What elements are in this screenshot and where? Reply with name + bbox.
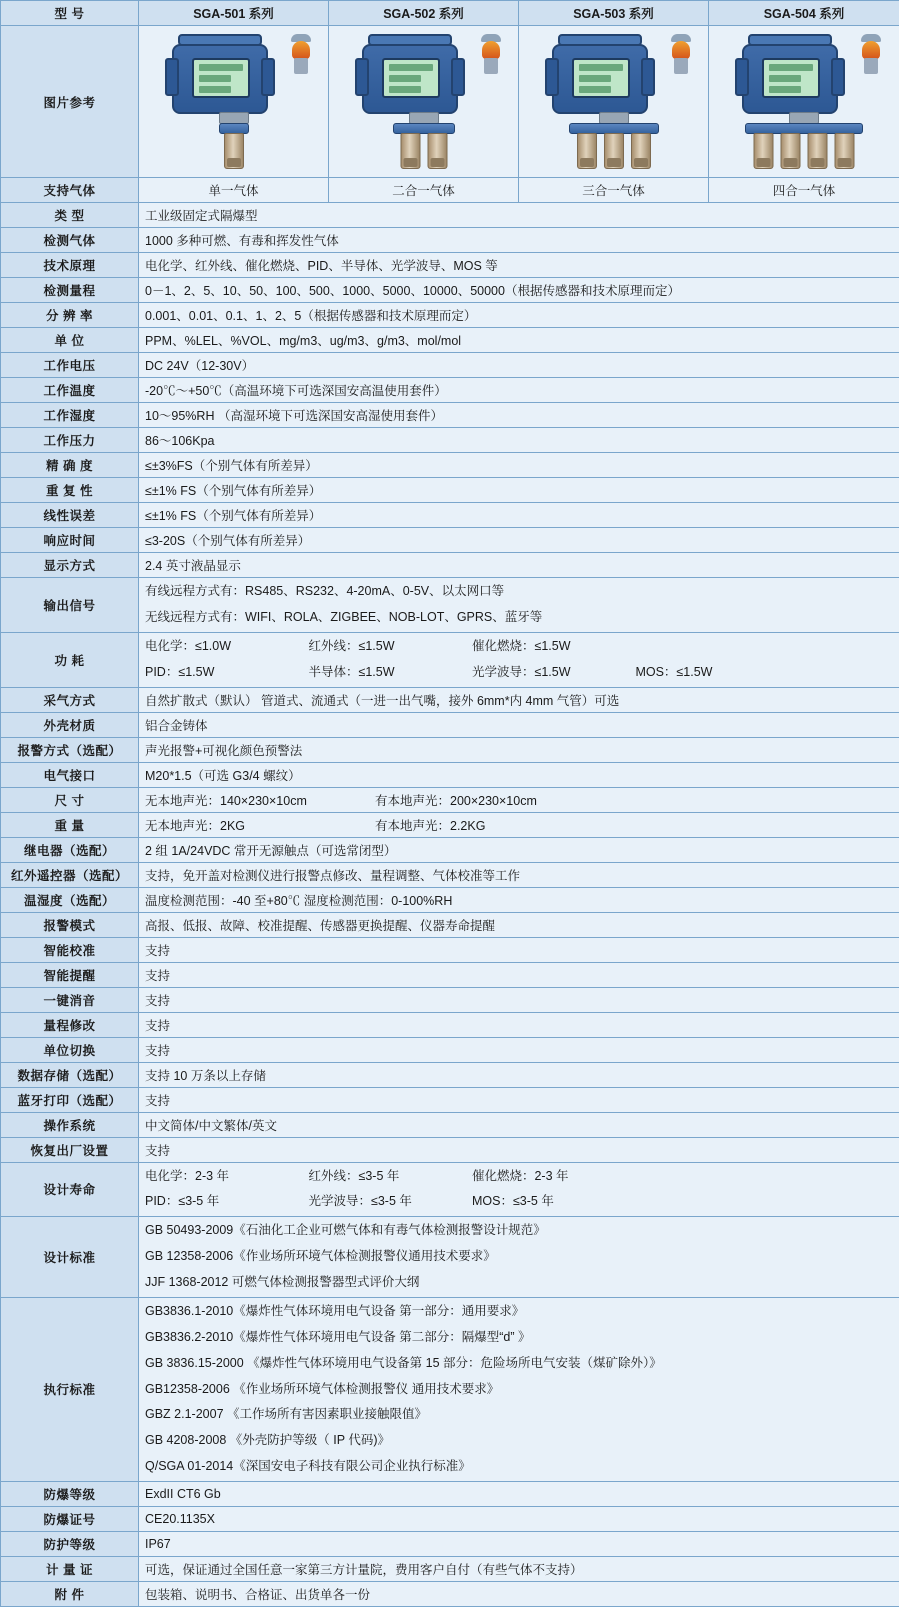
row-label: 精 确 度 (1, 453, 139, 478)
table-row-image (1, 26, 899, 178)
table-row (1, 912, 899, 937)
table-row (1, 1037, 899, 1062)
alarm-beacon-icon (480, 34, 502, 74)
table-row (1, 937, 899, 962)
power-item: PID：≤1.5W (145, 662, 305, 684)
product-image-4 (709, 26, 899, 178)
gas-detector-illustration (336, 30, 512, 174)
exec-standard-line: GB 3836.15-2000 《爆炸性气体环境用电气设备第 15 部分：危险场所电气安装（煤矿除外）》 (145, 1353, 893, 1375)
row-value: 支持 (139, 1012, 899, 1037)
row-value: 支持 (139, 1037, 899, 1062)
row-value: 电化学、红外线、催化燃烧、PID、半导体、光学波导、MOS 等 (139, 253, 899, 278)
row-label-image: 图片参考 (1, 26, 139, 178)
row-value: 声光报警+可视化颜色预警法 (139, 737, 899, 762)
table-row (1, 278, 899, 303)
table-row-output (1, 578, 899, 633)
exec-standard-line: GBZ 2.1-2007 《工作场所有害因素职业接触限值》 (145, 1404, 893, 1426)
table-row (1, 253, 899, 278)
table-row (1, 1482, 899, 1507)
power-item: 半导体：≤1.5W (308, 662, 468, 684)
table-row (1, 203, 899, 228)
row-label: 智能提醒 (1, 962, 139, 987)
gas-support-2: 二合一气体 (329, 178, 519, 203)
row-label: 操作系统 (1, 1112, 139, 1137)
table-row (1, 378, 899, 403)
table-row-power (1, 632, 899, 687)
row-label: 工作压力 (1, 428, 139, 453)
row-label-model: 型 号 (1, 1, 139, 26)
table-row (1, 353, 899, 378)
table-row-weight (1, 812, 899, 837)
row-value: -20℃～+50℃（高温环境下可选深国安高温使用套件） (139, 378, 899, 403)
lifespan-item: PID：≤3-5 年 (145, 1191, 305, 1213)
row-label: 报警方式（选配） (1, 737, 139, 762)
row-label: 防护等级 (1, 1532, 139, 1557)
row-label: 继电器（选配） (1, 837, 139, 862)
row-label: 显示方式 (1, 553, 139, 578)
row-value-design-standard (139, 1217, 899, 1298)
power-item: 光学波导：≤1.5W (472, 662, 632, 684)
row-value: 支持 (139, 1137, 899, 1162)
power-item: 电化学：≤1.0W (145, 636, 305, 658)
row-value: 工业级固定式隔爆型 (139, 203, 899, 228)
row-value: ≤±3%FS（个别气体有所差异） (139, 453, 899, 478)
row-label: 智能校准 (1, 937, 139, 962)
row-label: 工作温度 (1, 378, 139, 403)
row-label: 温湿度（选配） (1, 887, 139, 912)
row-value: 中文简体/中文繁体/英文 (139, 1112, 899, 1137)
model-header-3: SGA-503 系列 (519, 1, 709, 26)
row-label: 数据存储（选配） (1, 1062, 139, 1087)
table-row (1, 553, 899, 578)
table-row (1, 887, 899, 912)
row-value: 支持 (139, 1087, 899, 1112)
row-value: DC 24V（12-30V） (139, 353, 899, 378)
table-row (1, 712, 899, 737)
row-value-size (139, 787, 899, 812)
row-value: 10～95%RH （高湿环境下可选深国安高湿使用套件） (139, 403, 899, 428)
row-label: 红外遥控器（选配） (1, 862, 139, 887)
row-label: 防爆等级 (1, 1482, 139, 1507)
row-label-exec-standard: 执行标准 (1, 1297, 139, 1481)
gas-support-1: 单一气体 (139, 178, 329, 203)
row-label: 线性误差 (1, 503, 139, 528)
table-row (1, 328, 899, 353)
row-label-size: 尺 寸 (1, 787, 139, 812)
row-label: 工作电压 (1, 353, 139, 378)
row-label: 工作湿度 (1, 403, 139, 428)
table-row (1, 1012, 899, 1037)
alarm-beacon-icon (290, 34, 312, 74)
exec-standard-line: GB12358-2006 《作业场所环境气体检测报警仪 通用技术要求》 (145, 1379, 893, 1401)
row-label: 蓝牙打印（选配） (1, 1087, 139, 1112)
table-row-lifespan (1, 1162, 899, 1217)
table-row-gas-support (1, 178, 899, 203)
table-row (1, 478, 899, 503)
row-value: 温度检测范围：-40 至+80℃ 湿度检测范围：0-100%RH (139, 887, 899, 912)
product-image-2 (329, 26, 519, 178)
row-value: 支持，免开盖对检测仪进行报警点修改、量程调整、气体校准等工作 (139, 862, 899, 887)
table-row (1, 428, 899, 453)
row-label-output: 输出信号 (1, 578, 139, 633)
row-label: 单位切换 (1, 1037, 139, 1062)
table-row (1, 403, 899, 428)
lifespan-item: 电化学：2-3 年 (145, 1166, 305, 1188)
row-value: ExdII CT6 Gb (139, 1482, 899, 1507)
table-row (1, 687, 899, 712)
row-value: 1000 多种可燃、有毒和挥发性气体 (139, 228, 899, 253)
lifespan-item: 光学波导：≤3-5 年 (308, 1191, 468, 1213)
row-value: 0－1、2、5、10、50、100、500、1000、5000、10000、50000（根据传感器和技术原理而定） (139, 278, 899, 303)
row-value: CE20.1135X (139, 1507, 899, 1532)
model-header-2: SGA-502 系列 (329, 1, 519, 26)
row-label: 检测量程 (1, 278, 139, 303)
lifespan-item: MOS：≤3-5 年 (472, 1191, 632, 1213)
table-row-size (1, 787, 899, 812)
row-value: 支持 (139, 987, 899, 1012)
gas-detector-illustration (526, 30, 702, 174)
design-standard-line: JJF 1368-2012 可燃气体检测报警器型式评价大纲 (145, 1272, 893, 1294)
row-label: 响应时间 (1, 528, 139, 553)
table-row (1, 1557, 899, 1582)
table-row (1, 1137, 899, 1162)
row-value: 铝合金铸体 (139, 712, 899, 737)
row-value-exec-standard (139, 1297, 899, 1481)
table-row (1, 503, 899, 528)
row-value: ≤±1% FS（个别气体有所差异） (139, 478, 899, 503)
model-header-4: SGA-504 系列 (709, 1, 899, 26)
table-row (1, 528, 899, 553)
gas-detector-illustration (146, 30, 322, 174)
weight-item: 有本地声光：2.2KG (375, 816, 485, 834)
row-label: 外壳材质 (1, 712, 139, 737)
table-row-model (1, 1, 899, 26)
row-label-lifespan: 设计寿命 (1, 1162, 139, 1217)
row-value: ≤±1% FS（个别气体有所差异） (139, 503, 899, 528)
row-label: 恢复出厂设置 (1, 1137, 139, 1162)
exec-standard-line: Q/SGA 01-2014《深国安电子科技有限公司企业执行标准》 (145, 1456, 893, 1478)
output-line-wireless: 无线远程方式有：WIFI、ROLA、ZIGBEE、NOB-LOT、GPRS、蓝牙等 (145, 607, 893, 629)
gas-support-3: 三合一气体 (519, 178, 709, 203)
row-value-power (139, 632, 899, 687)
table-row (1, 862, 899, 887)
weight-item: 无本地声光：2KG (145, 816, 375, 834)
row-label: 计 量 证 (1, 1557, 139, 1582)
lifespan-item: 红外线：≤3-5 年 (308, 1166, 468, 1188)
exec-standard-line: GB3836.2-2010《爆炸性气体环境用电气设备 第二部分：隔爆型“d” 》 (145, 1327, 893, 1349)
row-value: 支持 (139, 962, 899, 987)
table-row (1, 453, 899, 478)
row-value: 2.4 英寸液晶显示 (139, 553, 899, 578)
row-label: 技术原理 (1, 253, 139, 278)
row-label: 分 辨 率 (1, 303, 139, 328)
table-row (1, 962, 899, 987)
table-row (1, 228, 899, 253)
table-row-exec-standard (1, 1297, 899, 1481)
row-value: 0.001、0.01、0.1、1、2、5（根据传感器和技术原理而定） (139, 303, 899, 328)
size-item: 有本地声光：200×230×10cm (375, 791, 537, 809)
row-value: 自然扩散式（默认） 管道式、流通式（一进一出气嘴，接外 6mm*内 4mm 气管）可选 (139, 687, 899, 712)
row-label-weight: 重 量 (1, 812, 139, 837)
table-row (1, 762, 899, 787)
power-item: 红外线：≤1.5W (308, 636, 468, 658)
row-value: 86～106Kpa (139, 428, 899, 453)
row-label: 一键消音 (1, 987, 139, 1012)
power-item: MOS：≤1.5W (635, 662, 795, 684)
table-row (1, 737, 899, 762)
row-value: 高报、低报、故障、校准提醒、传感器更换提醒、仪器寿命提醒 (139, 912, 899, 937)
gas-detector-illustration (716, 30, 892, 174)
table-row (1, 1507, 899, 1532)
row-label: 重 复 性 (1, 478, 139, 503)
row-label: 检测气体 (1, 228, 139, 253)
table-row (1, 1087, 899, 1112)
power-item: 催化燃烧：≤1.5W (472, 636, 632, 658)
row-label: 类 型 (1, 203, 139, 228)
row-value: 支持 10 万条以上存储 (139, 1062, 899, 1087)
table-row (1, 303, 899, 328)
row-label-gas-support: 支持气体 (1, 178, 139, 203)
row-label: 采气方式 (1, 687, 139, 712)
exec-standard-line: GB 4208-2008 《外壳防护等级（ IP 代码)》 (145, 1430, 893, 1452)
row-label: 电气接口 (1, 762, 139, 787)
size-item: 无本地声光：140×230×10cm (145, 791, 375, 809)
alarm-beacon-icon (670, 34, 692, 74)
exec-standard-line: GB3836.1-2010《爆炸性气体环境用电气设备 第一部分：通用要求》 (145, 1301, 893, 1323)
row-value: ≤3-20S（个别气体有所差异） (139, 528, 899, 553)
product-image-1 (139, 26, 329, 178)
gas-support-4: 四合一气体 (709, 178, 899, 203)
row-value: PPM、%LEL、%VOL、mg/m3、ug/m3、g/m3、mol/mol (139, 328, 899, 353)
product-image-3 (519, 26, 709, 178)
row-value: 支持 (139, 937, 899, 962)
row-label: 量程修改 (1, 1012, 139, 1037)
row-value: IP67 (139, 1532, 899, 1557)
row-value: 包装箱、说明书、合格证、出货单各一份 (139, 1582, 899, 1607)
design-standard-line: GB 12358-2006《作业场所环境气体检测报警仪通用技术要求》 (145, 1246, 893, 1268)
row-value: M20*1.5（可选 G3/4 螺纹） (139, 762, 899, 787)
alarm-beacon-icon (860, 34, 882, 74)
table-row (1, 837, 899, 862)
output-line-wired: 有线远程方式有：RS485、RS232、4-20mA、0-5V、以太网口等 (145, 581, 893, 603)
lifespan-item: 催化燃烧：2-3 年 (472, 1166, 632, 1188)
table-row-design-standard (1, 1217, 899, 1298)
table-row (1, 987, 899, 1012)
row-label: 单 位 (1, 328, 139, 353)
row-label: 报警模式 (1, 912, 139, 937)
row-label: 防爆证号 (1, 1507, 139, 1532)
row-label: 附 件 (1, 1582, 139, 1607)
row-value: 2 组 1A/24VDC 常开无源触点（可选常闭型） (139, 837, 899, 862)
design-standard-line: GB 50493-2009《石油化工企业可燃气体和有毒气体检测报警设计规范》 (145, 1220, 893, 1242)
row-value-lifespan (139, 1162, 899, 1217)
model-header-1: SGA-501 系列 (139, 1, 329, 26)
table-row (1, 1532, 899, 1557)
row-label-design-standard: 设计标准 (1, 1217, 139, 1298)
table-row (1, 1112, 899, 1137)
row-value-output (139, 578, 899, 633)
row-value: 可选，保证通过全国任意一家第三方计量院，费用客户自付（有些气体不支持） (139, 1557, 899, 1582)
row-label-power: 功 耗 (1, 632, 139, 687)
table-row (1, 1582, 899, 1607)
table-row (1, 1062, 899, 1087)
row-value-weight (139, 812, 899, 837)
